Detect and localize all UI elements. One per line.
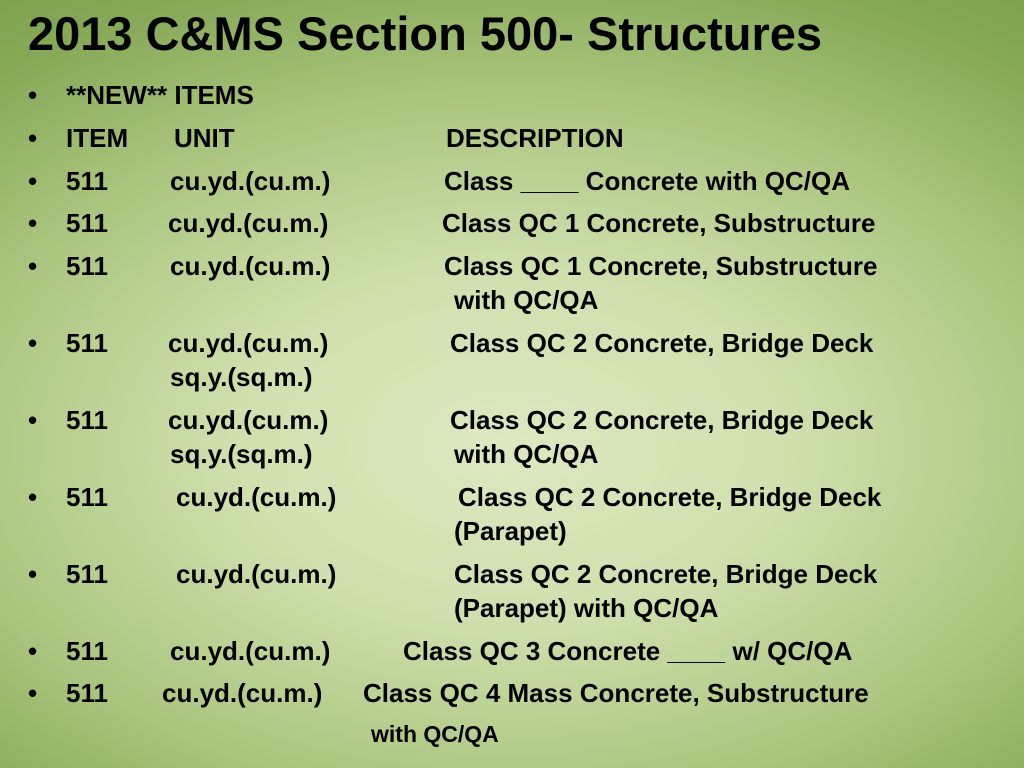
item-unit: cu.yd.(cu.m.) (168, 328, 329, 358)
item-number: 511 (66, 482, 108, 512)
slide-title: 2013 C&MS Section 500- Structures (28, 7, 823, 60)
bullet: • (28, 559, 38, 589)
item-number: 511 (66, 636, 108, 666)
item-description-continued: with QC/QA (371, 721, 499, 747)
item-unit: cu.yd.(cu.m.) (168, 208, 329, 238)
item-column-header: ITEM (66, 123, 129, 153)
item-description: Class QC 1 Concrete, Substructure (444, 251, 878, 281)
item-number: 511 (66, 208, 108, 238)
item-unit: cu.yd.(cu.m.) (176, 559, 337, 589)
bullet: • (28, 678, 38, 708)
bullet: • (28, 166, 38, 196)
item-description: Class QC 4 Mass Concrete, Substructure (363, 678, 869, 708)
item-description: Class QC 2 Concrete, Bridge Deck (450, 328, 874, 358)
item-description-continued: with QC/QA (454, 285, 599, 315)
item-description-continued: (Parapet) with QC/QA (454, 593, 719, 623)
bullet: • (28, 636, 38, 666)
item-number: 511 (66, 251, 108, 281)
item-unit-alternate: sq.y.(sq.m.) (170, 439, 313, 469)
item-number: 511 (66, 559, 108, 589)
item-unit: cu.yd.(cu.m.) (176, 482, 337, 512)
item-number: 511 (66, 678, 108, 708)
item-description: Class QC 3 Concrete ____ w/ QC/QA (403, 636, 853, 666)
item-description-continued: (Parapet) (454, 516, 567, 546)
item-description: Class QC 1 Concrete, Substructure (442, 208, 876, 238)
new-items-heading: **NEW** ITEMS (66, 80, 254, 110)
item-number: 511 (66, 328, 108, 358)
bullet: • (28, 208, 38, 238)
item-description-continued: with QC/QA (454, 439, 599, 469)
bullet: • (28, 482, 38, 512)
description-column-header: DESCRIPTION (446, 123, 624, 153)
item-unit: cu.yd.(cu.m.) (162, 678, 323, 708)
bullet: • (28, 80, 38, 110)
item-description: Class QC 2 Concrete, Bridge Deck (454, 559, 878, 589)
item-description: Class QC 2 Concrete, Bridge Deck (458, 482, 882, 512)
item-unit: cu.yd.(cu.m.) (170, 251, 331, 281)
item-unit: cu.yd.(cu.m.) (168, 405, 329, 435)
item-description: Class QC 2 Concrete, Bridge Deck (450, 405, 874, 435)
item-unit: cu.yd.(cu.m.) (170, 166, 331, 196)
item-number: 511 (66, 405, 108, 435)
bullet: • (28, 328, 38, 358)
unit-column-header: UNIT (174, 123, 235, 153)
bullet: • (28, 251, 38, 281)
item-description: Class ____ Concrete with QC/QA (444, 166, 851, 196)
item-number: 511 (66, 166, 108, 196)
item-unit: cu.yd.(cu.m.) (170, 636, 331, 666)
bullet: • (28, 123, 38, 153)
bullet: • (28, 405, 38, 435)
item-unit-alternate: sq.y.(sq.m.) (170, 362, 313, 392)
